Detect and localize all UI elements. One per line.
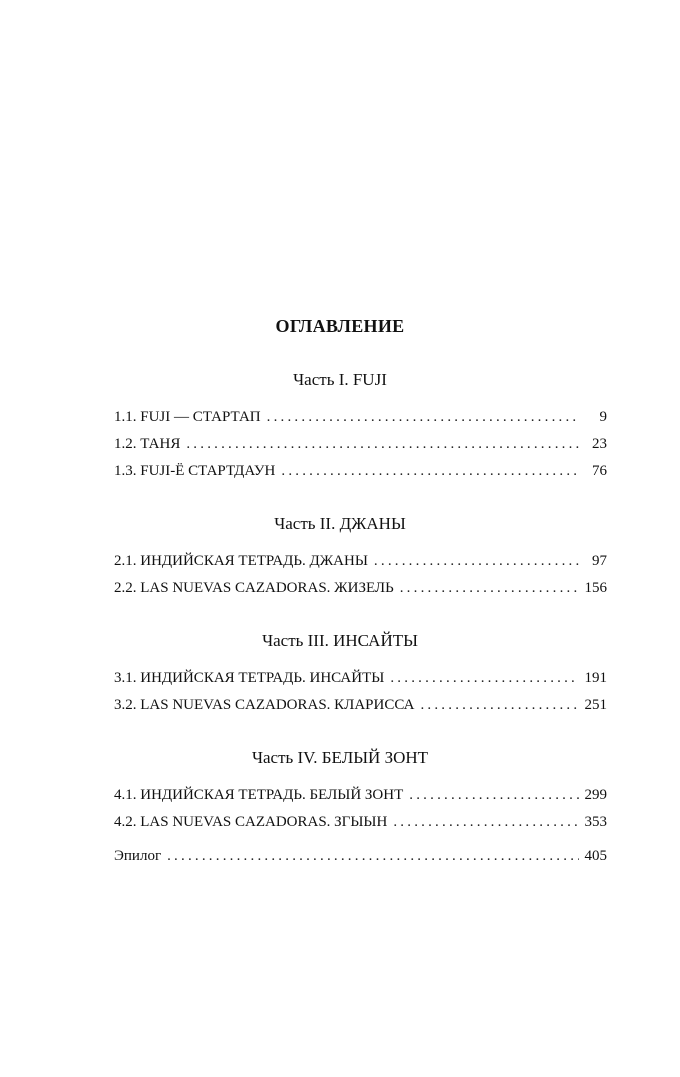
part-heading-3: Часть III. ИНСАЙТЫ	[262, 631, 418, 650]
dot-leader	[374, 553, 579, 570]
toc-entry-label: 2.2. LAS NUEVAS CAZADORAS. ЖИЗЕЛЬ	[114, 580, 394, 596]
toc-entry-page: 23	[592, 436, 607, 452]
toc-entry-label: 3.1. ИНДИЙСКАЯ ТЕТРАДЬ. ИНСАЙТЫ	[114, 670, 385, 686]
dot-leader	[281, 463, 579, 480]
toc-entry[interactable]	[114, 463, 607, 485]
toc-entry[interactable]	[114, 580, 607, 602]
dot-leader	[186, 436, 579, 453]
part-heading-1: Часть I. FUJI	[293, 370, 387, 389]
toc-entry-label: 1.2. ТАНЯ	[114, 436, 181, 452]
toc-entry-page: 299	[584, 787, 607, 803]
dot-leader	[267, 409, 579, 426]
toc-entry-label: Эпилог	[114, 848, 162, 864]
dot-leader	[390, 670, 578, 687]
toc-entry-label: 3.2. LAS NUEVAS CAZADORAS. КЛАРИССА	[114, 697, 415, 713]
toc-entry[interactable]	[114, 670, 607, 692]
dot-leader	[167, 848, 578, 865]
toc-entry-page: 97	[592, 553, 607, 569]
toc-entry-label: 4.2. LAS NUEVAS CAZADORAS. ЗГЫЫН	[114, 814, 388, 830]
toc-title: ОГЛАВЛЕНИЕ	[275, 316, 405, 336]
toc-entry-label: 1.1. FUJI — СТАРТАП	[114, 409, 261, 425]
dot-leader	[400, 580, 579, 597]
toc-entry[interactable]	[114, 814, 607, 836]
toc-entry-label: 4.1. ИНДИЙСКАЯ ТЕТРАДЬ. БЕЛЫЙ ЗОНТ	[114, 787, 404, 803]
toc-entry-page: 156	[584, 580, 607, 596]
toc-entry-label: 2.1. ИНДИЙСКАЯ ТЕТРАДЬ. ДЖАНЫ	[114, 553, 368, 569]
toc-entry-epilogue[interactable]	[114, 848, 607, 870]
toc-entry[interactable]	[114, 697, 607, 719]
toc-entry-page: 191	[584, 670, 607, 686]
part-heading-2: Часть II. ДЖАНЫ	[274, 514, 406, 533]
toc-entry-page: 76	[592, 463, 607, 479]
toc-entry[interactable]	[114, 553, 607, 575]
dot-leader	[409, 787, 578, 804]
dot-leader	[420, 697, 578, 714]
part-heading-4: Часть IV. БЕЛЫЙ ЗОНТ	[251, 748, 429, 767]
toc-entry-label: 1.3. FUJI-Ё СТАРТДАУН	[114, 463, 276, 479]
toc-entry[interactable]	[114, 787, 607, 809]
dot-leader	[393, 814, 578, 831]
toc-entry-page: 405	[584, 848, 607, 864]
toc-entry-page: 251	[584, 697, 607, 713]
toc-entry-page: 9	[599, 409, 607, 425]
toc-entry[interactable]	[114, 436, 607, 458]
toc-entry[interactable]	[114, 409, 607, 431]
toc-entry-page: 353	[584, 814, 607, 830]
